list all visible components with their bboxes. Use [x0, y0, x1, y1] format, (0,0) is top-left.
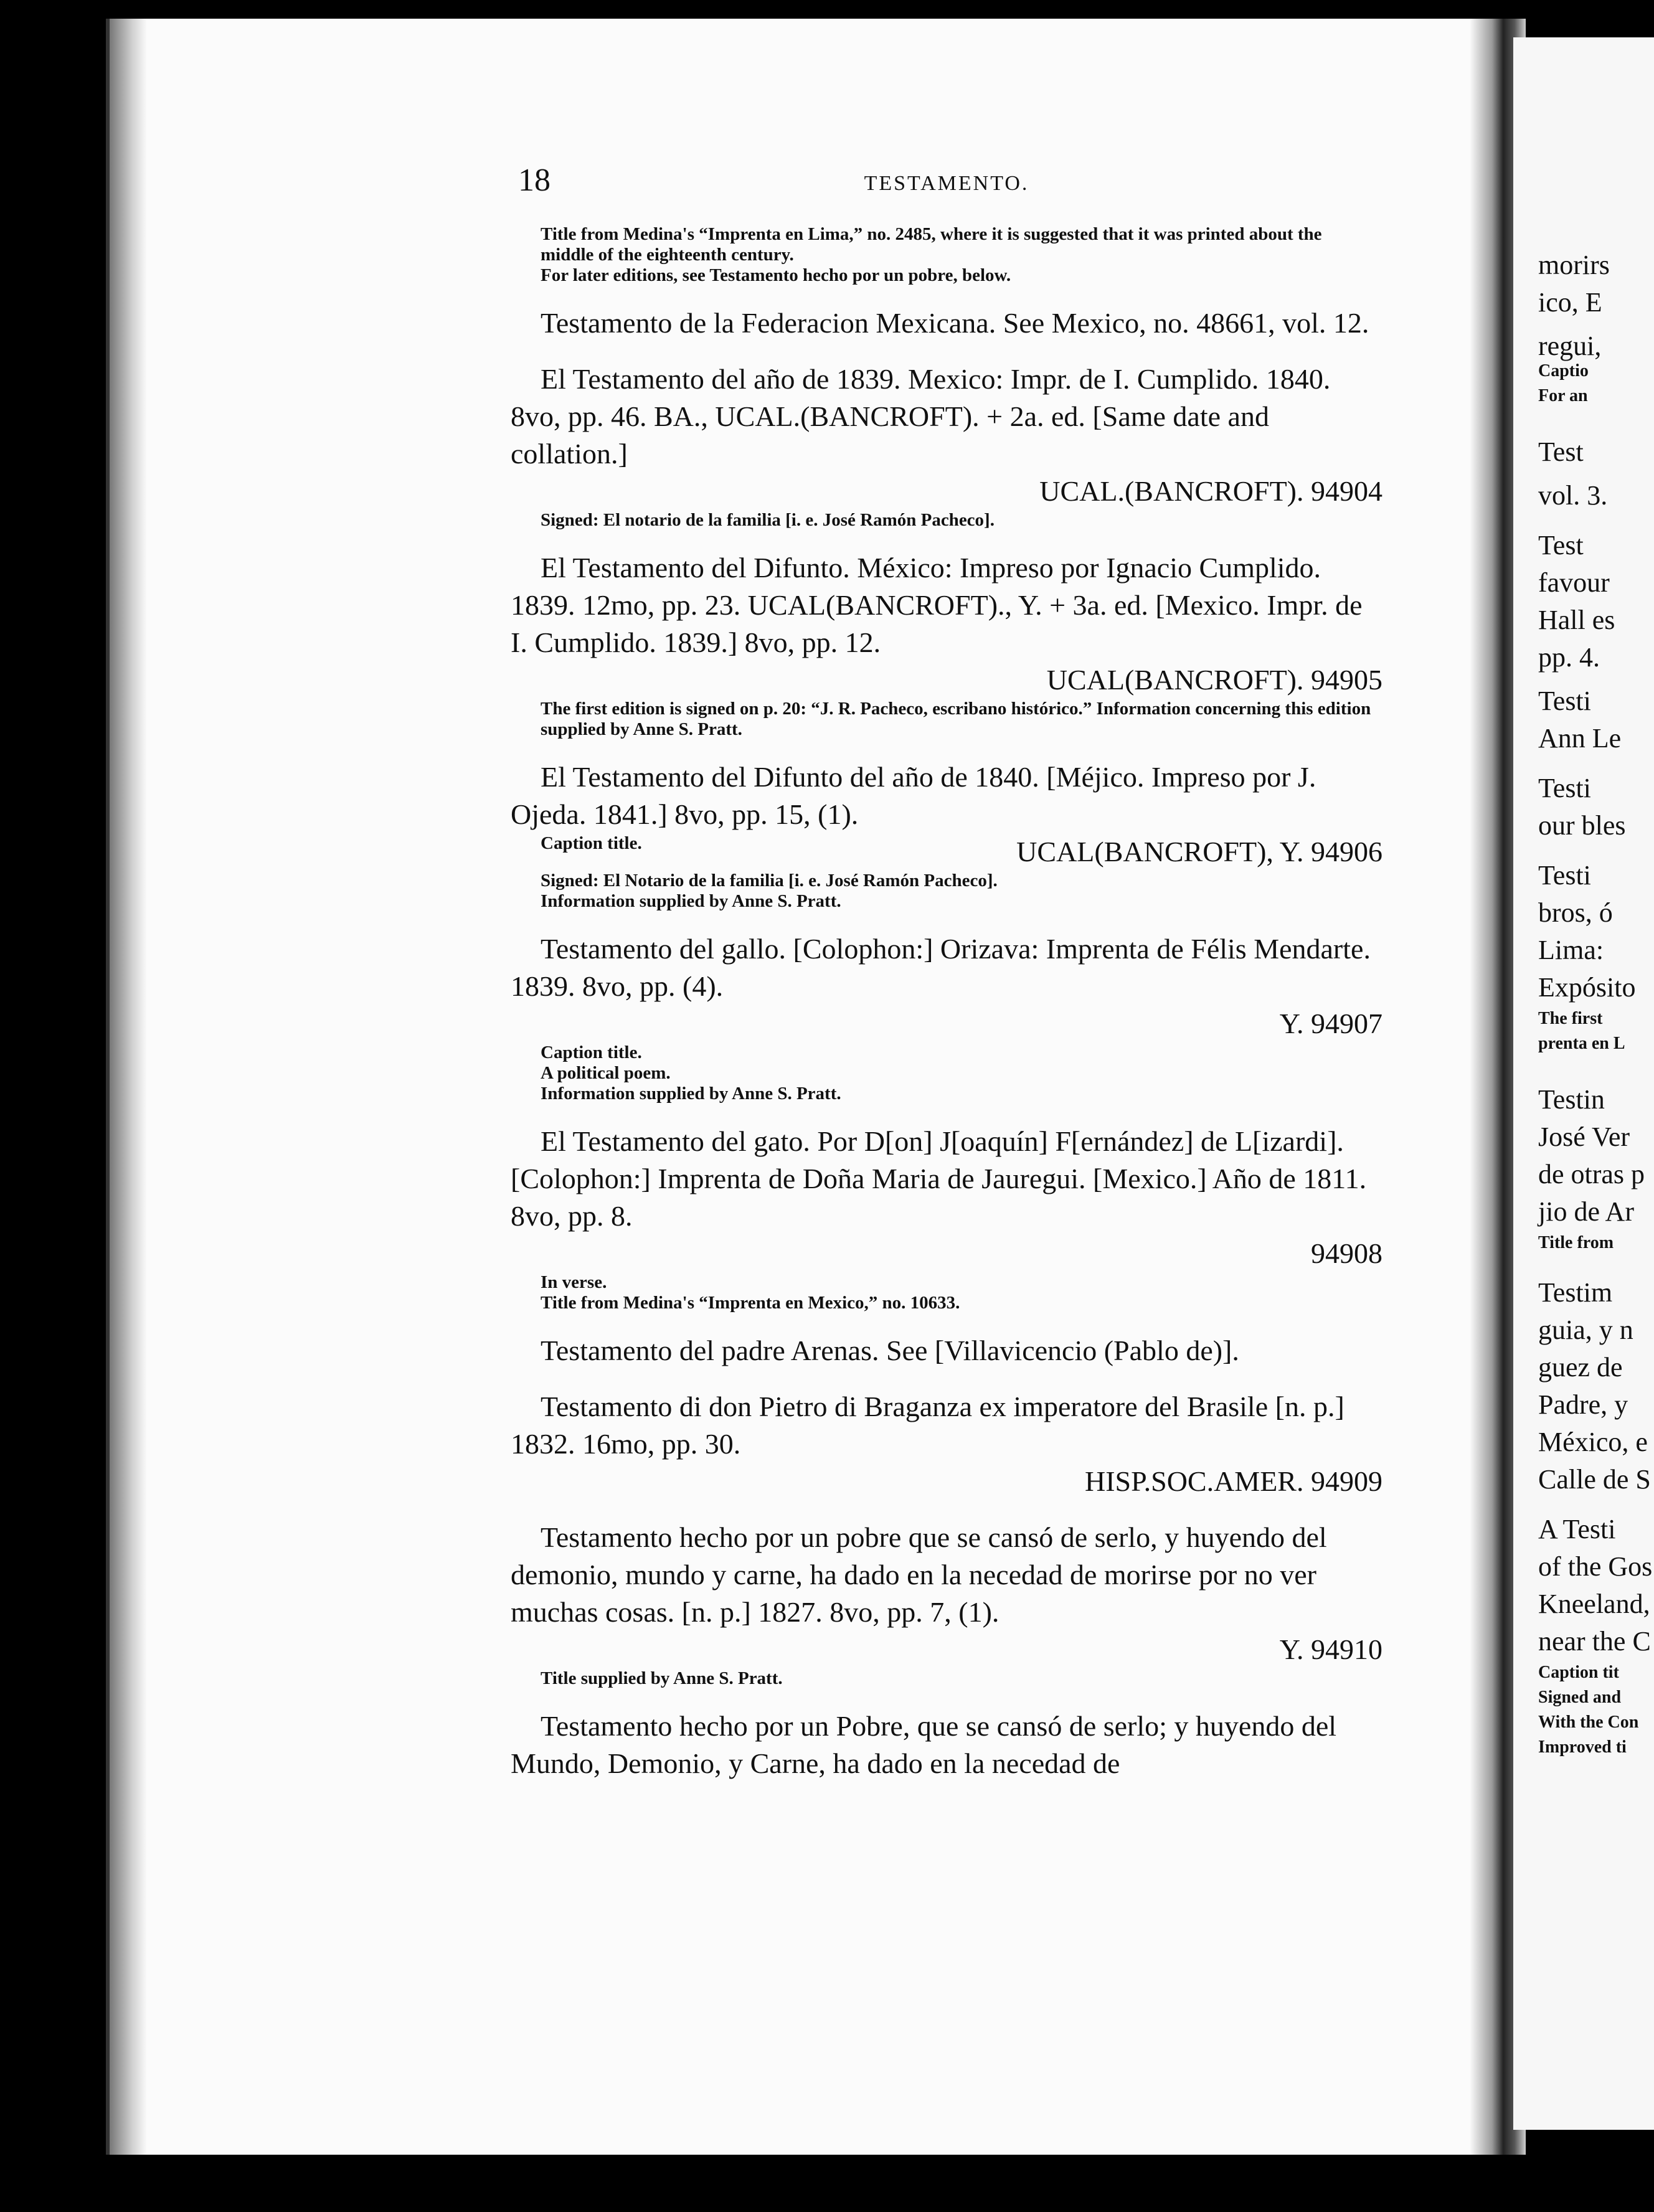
right-page-text-fragment: guia, y n	[1538, 1315, 1633, 1345]
right-page-text-fragment: A Testi	[1538, 1514, 1616, 1544]
right-page-text-fragment: pp. 4.	[1538, 642, 1600, 673]
page-header	[511, 162, 1382, 206]
entry	[511, 1388, 1382, 1500]
right-page-text-fragment: Testim	[1538, 1277, 1613, 1308]
right-page-text-fragment: Title from	[1538, 1233, 1614, 1252]
entry	[511, 759, 1382, 912]
right-page-text-fragment: Captio	[1538, 361, 1589, 380]
note: Signed: El Notario de la familia [i. e. José Ramón Pacheco].	[541, 871, 998, 891]
page-edge-shadow	[110, 19, 147, 2155]
caption-row	[536, 833, 1382, 871]
note: Title from Medina's “Imprenta en Mexico,” no. 10633.	[541, 1293, 960, 1313]
right-page-text-fragment: of the Gos	[1538, 1551, 1653, 1582]
right-page-text-fragment: ico, E	[1538, 287, 1602, 318]
right-page-text-fragment: Hall es	[1538, 605, 1615, 635]
entry-text: Testamento hecho por un pobre que se cansó de serlo, y huyendo del demonio, mundo y carne, ha dado en la necedad de morirse por no ver muchas cosas. [n. p.] 1827. 8vo, pp. 7, (1).	[511, 1521, 1327, 1628]
right-page-text-fragment: Ann Le	[1538, 723, 1622, 754]
entry	[511, 305, 1382, 342]
entry-text: Testamento di don Pietro di Braganza ex imperatore del Brasile [n. p.] 1832. 16mo, pp. 30.	[511, 1391, 1344, 1460]
right-page-text-fragment: For an	[1538, 386, 1588, 405]
right-page-text-fragment: regui,	[1538, 331, 1602, 361]
right-page-text-fragment: Testi	[1538, 773, 1591, 803]
entry-text: Testamento del padre Arenas. See [Villavicencio (Pablo de)].	[541, 1335, 1239, 1366]
page-number: 18	[518, 163, 551, 198]
note: Caption title.	[541, 833, 642, 853]
entry	[511, 361, 1382, 531]
note: For later editions, see Testamento hecho por un pobre, below.	[541, 265, 1011, 285]
note: Caption title.	[541, 1042, 642, 1062]
right-page-text-fragment: With the Con	[1538, 1713, 1639, 1732]
entry	[511, 1123, 1382, 1313]
note: The first edition is signed on p. 20: “J. R. Pacheco, escribano histórico.” Information concerning this edition supplied by Anne S. Pratt.	[541, 699, 1371, 739]
entry-location: Y. 94910	[1279, 1633, 1382, 1665]
right-page-text-fragment: Kneeland,	[1538, 1589, 1650, 1619]
note: Title from Medina's “Imprenta en Lima,” no. 2485, where it is suggested that it was printed about the middle of the eighteenth century.	[541, 224, 1322, 265]
entry-text: El Testamento del Difunto del año de 1840. [Méjico. Impreso por J. Ojeda. 1841.] 8vo, pp. 15, (1).	[511, 761, 1316, 830]
entry-text: El Testamento del gato. Por D[on] J[oaquín] F[ernández] de L[izardi]. [Colophon:] Imprenta de Doña Maria de Jauregui. [Mexico.] Año de 1811. 8vo, pp. 8.	[511, 1125, 1367, 1232]
right-page-text-fragment: Test	[1538, 437, 1584, 467]
page-content	[511, 162, 1382, 1782]
right-page-text-fragment: Caption tit	[1538, 1663, 1619, 1682]
right-page-text-fragment: Test	[1538, 530, 1584, 560]
right-page-text-fragment: Improved ti	[1538, 1737, 1627, 1757]
right-page-text-fragment: morirs	[1538, 250, 1610, 280]
right-page-text-fragment: México, e	[1538, 1427, 1648, 1457]
entry-text: El Testamento del Difunto. México: Impreso por Ignacio Cumplido. 1839. 12mo, pp. 23. UCAL(BANCROFT)., Y. + 3a. ed. [Mexico. Impr. de I. Cumplido. 1839.] 8vo, pp. 12.	[511, 552, 1363, 658]
right-page	[1513, 37, 1654, 2130]
right-page-text-fragment: The first	[1538, 1009, 1603, 1028]
intro-notes	[511, 224, 1382, 286]
right-page-text-fragment: José Ver	[1538, 1122, 1630, 1152]
note: Title supplied by Anne S. Pratt.	[541, 1668, 783, 1688]
right-page-text-fragment: bros, ó	[1538, 897, 1613, 928]
note: A political poem.	[541, 1063, 671, 1083]
right-page-text-fragment: favour	[1538, 567, 1610, 598]
right-page-text-fragment: Lima:	[1538, 935, 1604, 965]
right-page-text-fragment: jio de Ar	[1538, 1196, 1634, 1227]
right-page-text-fragment: near the C	[1538, 1626, 1651, 1657]
right-page-text-fragment: Expósito	[1538, 972, 1636, 1003]
right-page-text-fragment: Calle de S	[1538, 1464, 1651, 1495]
entry	[511, 549, 1382, 740]
right-page-text-fragment: Testi	[1538, 860, 1591, 891]
entry-text: El Testamento del año de 1839. Mexico: Impr. de I. Cumplido. 1840. 8vo, pp. 46. BA., UCAL.(BANCROFT). + 2a. ed. [Same date and collation.]	[511, 363, 1331, 470]
entry	[511, 1708, 1382, 1782]
entry	[511, 1332, 1382, 1369]
entry	[511, 1519, 1382, 1689]
entry-text: Testamento hecho por un Pobre, que se cansó de serlo; y huyendo del Mundo, Demonio, y Carne, ha dado en la necedad de	[511, 1710, 1337, 1779]
entry-location: UCAL.(BANCROFT). 94904	[1039, 475, 1382, 507]
right-page-text-fragment: vol. 3.	[1538, 480, 1608, 511]
note: Information supplied by Anne S. Pratt.	[541, 891, 841, 911]
entry-location: 94908	[1311, 1237, 1382, 1269]
entry-location: HISP.SOC.AMER. 94909	[1085, 1465, 1382, 1497]
note: In verse.	[541, 1272, 607, 1292]
right-page-text-fragment: de otras p	[1538, 1159, 1645, 1189]
entry-location: UCAL(BANCROFT), Y. 94906	[1016, 836, 1382, 867]
right-page-text-fragment: prenta en L	[1538, 1034, 1625, 1053]
right-page-text-fragment: guez de	[1538, 1352, 1623, 1382]
right-page-text-fragment: our bles	[1538, 810, 1626, 841]
note: Information supplied by Anne S. Pratt.	[541, 1084, 841, 1104]
right-page-text-fragment: Testi	[1538, 686, 1591, 716]
right-page-text-fragment: Padre, y	[1538, 1389, 1628, 1420]
entry	[511, 930, 1382, 1104]
entry-location: Y. 94907	[1279, 1008, 1382, 1039]
entry-location: UCAL(BANCROFT). 94905	[1046, 664, 1382, 696]
running-head: TESTAMENTO.	[864, 172, 1029, 195]
right-page-text-fragment: Signed and	[1538, 1688, 1622, 1707]
entry-text: Testamento del gallo. [Colophon:] Orizava: Imprenta de Félis Mendarte. 1839. 8vo, pp. (4).	[511, 933, 1371, 1002]
right-page-text-fragment: Testin	[1538, 1084, 1605, 1115]
note: Signed: El notario de la familia [i. e. José Ramón Pacheco].	[541, 510, 995, 530]
entry-text: Testamento de la Federacion Mexicana. See Mexico, no. 48661, vol. 12.	[541, 307, 1369, 339]
